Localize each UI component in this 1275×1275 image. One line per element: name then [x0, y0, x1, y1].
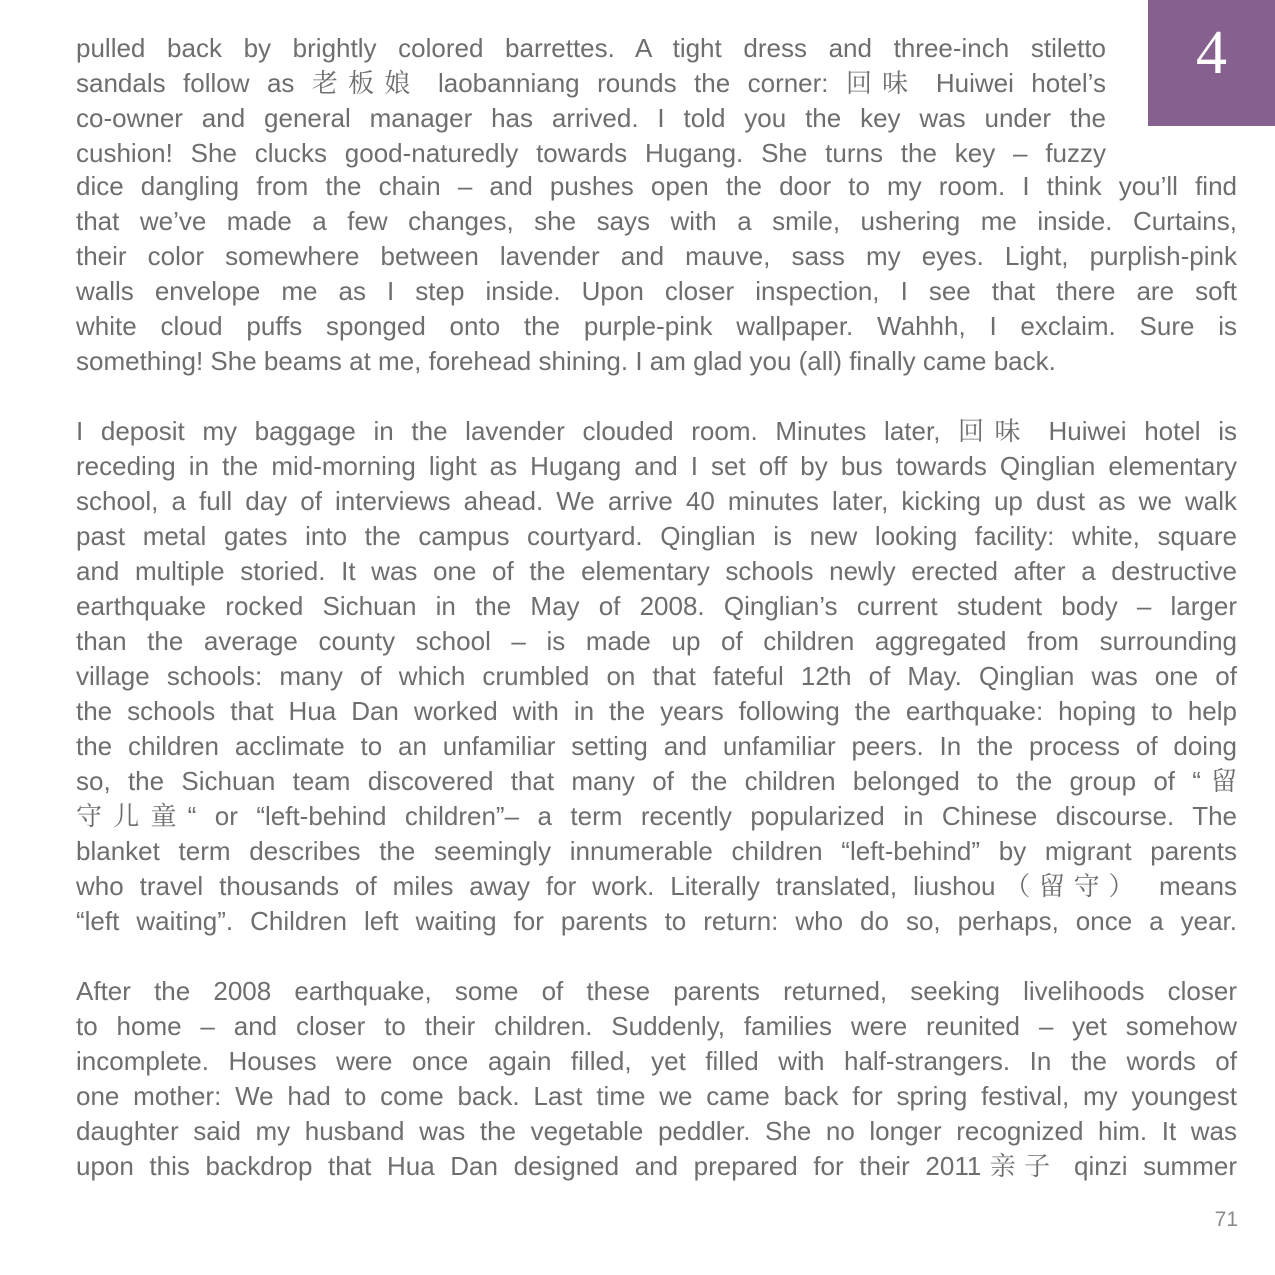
text-line: pulled back by brightly colored barrettes. A tight dress and three-inch stiletto — [76, 33, 1106, 63]
text-line: than the average county school – is made up of children aggregated from surrounding — [76, 626, 1237, 656]
text-line: walls envelope me as I step inside. Upon closer inspection, I see that there are soft — [76, 276, 1237, 306]
text-line: upon this backdrop that Hua Dan designed and prepared for their 2011亲子 qinzi summer — [76, 1151, 1237, 1181]
text-line: “left waiting”. Children left waiting for parents to return: who do so, perhaps, once a year. — [76, 906, 1237, 936]
text-line: something! She beams at me, forehead shining. I am glad you (all) finally came back. — [76, 346, 1056, 376]
chapter-number-tab: 4 — [1148, 0, 1275, 126]
text-line: receding in the mid-morning light as Hugang and I set off by bus towards Qinglian elementary — [76, 451, 1237, 481]
text-line: blanket term describes the seemingly innumerable children “left-behind” by migrant parents — [76, 836, 1237, 866]
text-line: their color somewhere between lavender and mauve, sass my eyes. Light, purplish-pink — [76, 241, 1237, 271]
text-line: that we’ve made a few changes, she says with a smile, ushering me inside. Curtains, — [76, 206, 1237, 236]
text-line: earthquake rocked Sichuan in the May of 2008. Qinglian’s current student body – larger — [76, 591, 1237, 621]
text-line: 守儿童“ or “left-behind children”– a term recently popularized in Chinese discourse. The — [76, 801, 1237, 831]
text-line: sandals follow as 老板娘 laobanniang rounds the corner: 回味 Huiwei hotel’s — [76, 68, 1106, 98]
text-line: white cloud puffs sponged onto the purple-pink wallpaper. Wahhh, I exclaim. Sure is — [76, 311, 1237, 341]
text-line: incomplete. Houses were once again filled, yet filled with half-strangers. In the words of — [76, 1046, 1237, 1076]
text-line: cushion! She clucks good-naturedly towards Hugang. She turns the key – fuzzy — [76, 138, 1106, 168]
text-line: who travel thousands of miles away for work. Literally translated, liushou（留守） means — [76, 871, 1237, 901]
text-line: After the 2008 earthquake, some of these parents returned, seeking livelihoods closer — [76, 976, 1237, 1006]
text-line: the schools that Hua Dan worked with in the years following the earthquake: hoping to help — [76, 696, 1237, 726]
text-line: I deposit my baggage in the lavender clouded room. Minutes later, 回味 Huiwei hotel is — [76, 416, 1237, 446]
text-line: and multiple storied. It was one of the elementary schools newly erected after a destructive — [76, 556, 1237, 586]
text-line: so, the Sichuan team discovered that many of the children belonged to the group of “留 — [76, 766, 1237, 796]
text-line: school, a full day of interviews ahead. We arrive 40 minutes later, kicking up dust as we walk — [76, 486, 1237, 516]
text-line: past metal gates into the campus courtyard. Qinglian is new looking facility: white, square — [76, 521, 1237, 551]
text-line: dice dangling from the chain – and pushes open the door to my room. I think you’ll find — [76, 171, 1237, 201]
text-line: the children acclimate to an unfamiliar setting and unfamiliar peers. In the process of doing — [76, 731, 1237, 761]
text-line: one mother: We had to come back. Last time we came back for spring festival, my youngest — [76, 1081, 1237, 1111]
text-line: co-owner and general manager has arrived. I told you the key was under the — [76, 103, 1106, 133]
text-line: village schools: many of which crumbled on that fateful 12th of May. Qinglian was one of — [76, 661, 1237, 691]
page-number: 71 — [1214, 1208, 1238, 1231]
text-line: daughter said my husband was the vegetable peddler. She no longer recognized him. It was — [76, 1116, 1237, 1146]
text-line: to home – and closer to their children. Suddenly, families were reunited – yet somehow — [76, 1011, 1237, 1041]
